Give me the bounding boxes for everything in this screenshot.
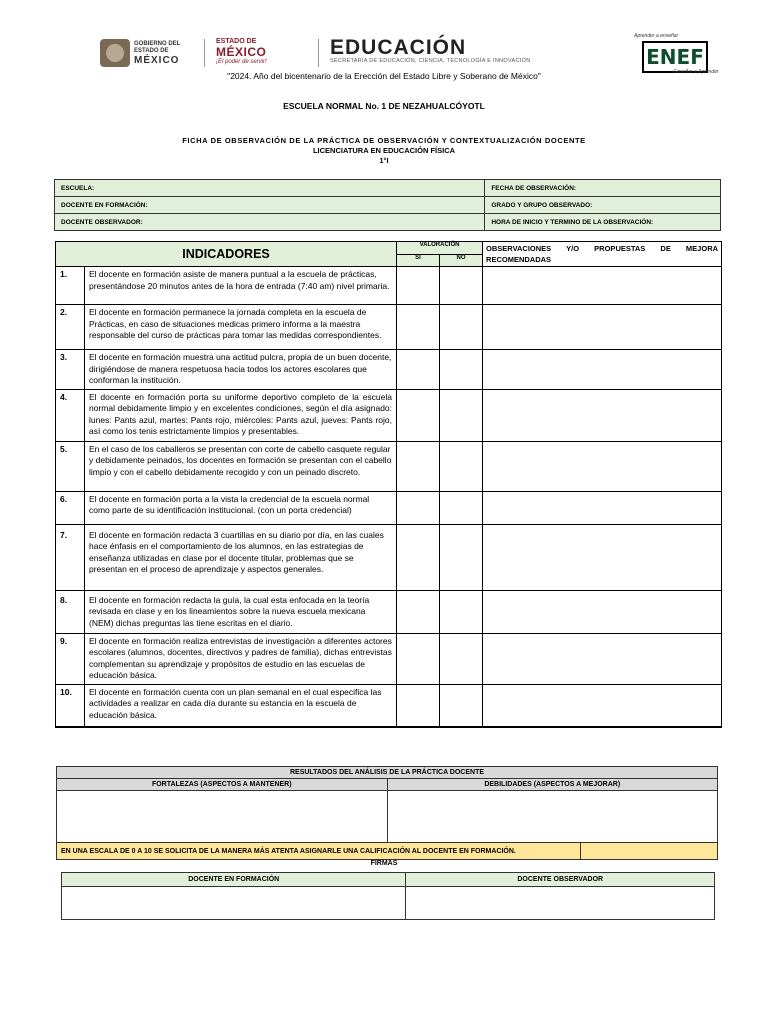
docente-formacion-field[interactable]: DOCENTE EN FORMACIÓN: [55, 197, 485, 214]
educacion-subtitle: SECRETARÍA DE EDUCACIÓN, CIENCIA, TECNOLOGÍA E INNOVACIÓN [330, 58, 531, 64]
indicator-text: El docente en formación cuenta con un plan semanal en el cual especifica las actividades a realizar en cada día durante su estancia en la escuela de educación básica. [85, 684, 397, 727]
observation-cell[interactable] [483, 590, 722, 633]
valoracion-header: VALORACIÓN [397, 242, 483, 255]
si-cell[interactable] [397, 350, 440, 390]
no-cell[interactable] [440, 633, 483, 684]
indicator-number: 3. [56, 350, 85, 390]
results-title: RESULTADOS DEL ANÁLISIS DE LA PRÁCTICA DOCENTE [57, 767, 718, 779]
indicator-number: 4. [56, 389, 85, 441]
no-cell[interactable] [440, 350, 483, 390]
grado-field[interactable]: GRADO Y GRUPO OBSERVADO: [485, 197, 721, 214]
escuela-field[interactable]: ESCUELA: [55, 180, 485, 197]
school-name: ESCUELA NORMAL No. 1 DE NEZAHUALCÓYOTL [283, 101, 485, 111]
gob-line3: MÉXICO [134, 54, 180, 66]
table-row [56, 633, 722, 684]
observation-cell[interactable] [483, 633, 722, 684]
observation-cell[interactable] [483, 389, 722, 441]
si-header: SI [397, 254, 440, 267]
table-row [56, 491, 722, 524]
debilidades-cell[interactable] [387, 791, 718, 843]
observation-cell[interactable] [483, 350, 722, 390]
firma-docente-observador-header: DOCENTE OBSERVADOR [406, 873, 715, 887]
firma-docente-formacion-cell[interactable] [62, 887, 406, 920]
form-title-line3: 1°I [379, 156, 389, 165]
signatures-table [61, 872, 715, 920]
table-row [56, 389, 722, 441]
indicator-text: El docente en formación muestra una actitud pulcra, propia de un buen docente, dirigiéndose de manera respetuosa hacia todos los actores escolares que conforman la institución. [85, 350, 397, 390]
fecha-field[interactable]: FECHA DE OBSERVACIÓN: [485, 180, 721, 197]
observation-cell[interactable] [483, 267, 722, 305]
si-cell[interactable] [397, 524, 440, 590]
indicator-number: 8. [56, 590, 85, 633]
table-row [56, 524, 722, 590]
observation-cell[interactable] [483, 524, 722, 590]
fortalezas-header: FORTALEZAS (ASPECTOS A MANTENER) [57, 779, 388, 791]
table-row [56, 441, 722, 491]
si-cell[interactable] [397, 305, 440, 350]
no-cell[interactable] [440, 684, 483, 727]
form-title-line2: LICENCIATURA EN EDUCACIÓN FÍSICA [312, 146, 456, 155]
observaciones-header-line1: OBSERVACIONES Y/O PROPUESTAS DE MEJORA [486, 244, 719, 253]
fortalezas-cell[interactable] [57, 791, 388, 843]
si-cell[interactable] [397, 491, 440, 524]
gobierno-logo [100, 38, 200, 68]
observation-cell[interactable] [483, 441, 722, 491]
edomex-logo [216, 38, 308, 68]
school-logo-top: Aprender a enseñar [634, 33, 679, 39]
table-row [56, 684, 722, 727]
edomex-name: MÉXICO [216, 45, 267, 59]
gob-line1: GOBIERNO DEL [134, 40, 181, 47]
table-row [56, 590, 722, 633]
form-title [0, 136, 768, 166]
educacion-title: EDUCACIÓN [330, 36, 467, 59]
debilidades-header: DEBILIDADES (ASPECTOS A MEJORAR) [387, 779, 718, 791]
indicator-text: El docente en formación asiste de manera puntual a la escuela de prácticas, presentándose 20 minutos antes de la hora de entrada (7:40 am) nivel primaria. [85, 267, 397, 305]
table-row [56, 267, 722, 305]
indicadores-header: INDICADORES [56, 242, 397, 267]
indicator-text: El docente en formación redacta la guía, la cual esta enfocada en la teoría revisada en clase y en los lineamientos sobre la nueva escuela mexicana (NEM) dichas preguntas las tiene escritas en el diario. [85, 590, 397, 633]
educacion-logo [330, 38, 580, 64]
docente-observador-field[interactable]: DOCENTE OBSERVADOR: [55, 214, 485, 231]
firma-docente-observador-cell[interactable] [406, 887, 715, 920]
indicator-text: El docente en formación realiza entrevistas de investigación a diferentes actores escolares (alumnos, docentes, directivos y padres de familia), dichas entrevistas complementan su aprendizaje y propósitos de estudio en las escuelas de educación básica. [85, 633, 397, 684]
table-row [56, 305, 722, 350]
no-cell[interactable] [440, 524, 483, 590]
escala-label: EN UNA ESCALA DE 0 A 10 SE SOLICITA DE LA MANERA MÁS ATENTA ASIGNARLE UNA CALIFICACIÓN AL DOCENTE EN FORMACIÓN. [57, 843, 581, 860]
indicator-number: 7. [56, 524, 85, 590]
indicator-number: 5. [56, 441, 85, 491]
si-cell[interactable] [397, 633, 440, 684]
no-cell[interactable] [440, 267, 483, 305]
observation-cell[interactable] [483, 491, 722, 524]
observation-cell[interactable] [483, 305, 722, 350]
year-motto: "2024. Año del bicentenario de la Erección del Estado Libre y Soberano de México" [227, 71, 541, 81]
firmas-title: FIRMAS [370, 860, 398, 867]
indicator-text: En el caso de los caballeros se presentan con corte de cabello casquete regular y debidamente peinados, los docentes en formación se presentan con el cabello limpio y con el cabello debidamente recogido y con un peinado discreto. [85, 441, 397, 491]
si-cell[interactable] [397, 441, 440, 491]
school-logo [634, 33, 724, 75]
indicator-text: El docente en formación porta su uniforme deportivo completo de la escuela normal debidamente limpio y en excelentes condiciones, según el día asignado: lunes: Pants azul, martes: Pants rojo, miércoles: Pants azul, jueves: Pants rojo, así como los tenis estrictamente limpios y presentables. [85, 389, 397, 441]
firma-docente-formacion-header: DOCENTE EN FORMACIÓN [62, 873, 406, 887]
edomex-slogan: ¡El poder de servir! [216, 59, 267, 65]
si-cell[interactable] [397, 684, 440, 727]
no-cell[interactable] [440, 491, 483, 524]
header-divider [204, 39, 205, 67]
coat-of-arms-icon [100, 39, 130, 67]
indicator-text: El docente en formación permanece la jornada completa en la escuela de Prácticas, en caso de situaciones medicas primero informa a la maestra responsable del curso de prácticas para tomar las medidas correspondientes. [85, 305, 397, 350]
observation-cell[interactable] [483, 684, 722, 727]
no-cell[interactable] [440, 590, 483, 633]
no-cell[interactable] [440, 389, 483, 441]
no-cell[interactable] [440, 441, 483, 491]
si-cell[interactable] [397, 590, 440, 633]
hora-field[interactable]: HORA DE INICIO Y TERMINO DE LA OBSERVACIÓN: [485, 214, 721, 231]
school-logo-bottom: Enseñar a Aprender [674, 69, 719, 75]
indicator-number: 2. [56, 305, 85, 350]
indicator-text: El docente en formación porta a la vista la credencial de la escuela normal como parte de su identificación institucional. (con un porta credencial) [85, 491, 397, 524]
indicator-number: 1. [56, 267, 85, 305]
header-divider [318, 39, 319, 67]
calificacion-cell[interactable] [581, 843, 718, 860]
indicator-number: 6. [56, 491, 85, 524]
form-title-line1: FICHA DE OBSERVACIÓN DE LA PRÁCTICA DE OBSERVACIÓN Y CONTEXTUALIZACIÓN DOCENTE [182, 136, 586, 145]
si-cell[interactable] [397, 389, 440, 441]
indicator-number: 9. [56, 633, 85, 684]
gob-line2: ESTADO DE [134, 47, 169, 54]
edomex-top: ESTADO DE [216, 38, 257, 45]
info-table [54, 179, 721, 231]
no-cell[interactable] [440, 305, 483, 350]
no-header: NO [440, 254, 483, 267]
table-row [56, 350, 722, 390]
observaciones-header-line2: RECOMENDADAS [486, 255, 552, 264]
indicator-number: 10. [56, 684, 85, 727]
indicators-table [55, 241, 722, 728]
indicator-text: El docente en formación redacta 3 cuartillas en su diario por día, en las cuales hace énfasis en el comportamiento de los alumnos, en las estrategias de enseñanza utilizadas en clase por el docente titular, problemas que se presentan en el proceso de aprendizaje y aspectos generales. [85, 524, 397, 590]
school-logo-mark: ENEF [642, 41, 708, 73]
results-table [56, 766, 718, 860]
observaciones-header [483, 242, 722, 267]
si-cell[interactable] [397, 267, 440, 305]
